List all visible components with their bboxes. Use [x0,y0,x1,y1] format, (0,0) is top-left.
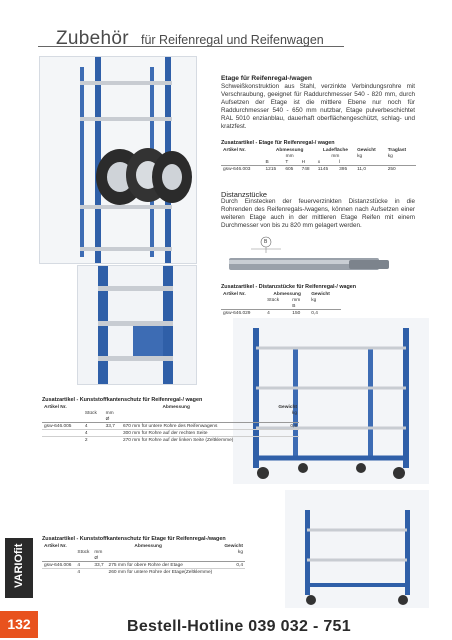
etage-heading: Etage für Reifenregal-/wagen [221,75,312,82]
table-unit-row: Stück mm kg [267,297,317,303]
table-unit-row: mm mm kg kg [285,153,393,159]
distanz-heading: Distanzstücke [221,190,268,199]
table-unit-row: Stück mm kg [84,410,297,416]
table-dim-row: Ø [94,555,99,561]
kunststoff1-table [42,404,299,443]
table-dim-row: B [292,303,296,309]
table-unit-row: Stück mm kg [77,549,243,555]
order-hotline: Bestell-Hotline 039 032 - 751 [127,618,351,635]
page-subtitle: für Reifenregal und Reifenwagen [141,33,324,47]
rack-closeup-illustration [78,266,197,385]
etage-table [221,147,416,172]
table-dim-row: Ø [105,416,110,422]
image-rack-closeup [77,265,197,385]
kunststoff2-table-title: Zusatzartikel - Kunststoffkantenschutz für Etage für Reifenregal-/wagen [42,536,226,542]
cart-etage-illustration [285,490,429,608]
kunststoff2-table [42,543,245,575]
col-abmessung: Abmessung [275,147,304,153]
image-tire-cart [233,318,429,484]
distanz-description: Durch Einstecken der feuerverzinkten Distanzstücke in die Rohrenden des Reifenregals-/wagens, können nach Aufsetzen einer weiteren Etage auch in der mittleren Etage Reifen mit einem Durchmesser von bis zu 820 mm gelagert werden. [221,198,415,229]
tire-cart-illustration [233,318,429,484]
table-row: gsw-646.005 4 33,7 670 mm für untere Rohre des Reifenwagens 0,8 [44,423,297,429]
col-artikel: Artikel Nr. [223,147,246,153]
col-ladeflaeche: Ladefläche [322,147,348,153]
table-header-row: Artikel Nr. Abmessung Gewicht [44,543,243,549]
page-title: Zubehör [56,28,129,49]
table-row: 4 300 mm für Rohre auf der rechten Seite [42,430,299,437]
brand-logo [5,538,33,598]
etage-table-title: Zusatzartikel - Etage für Reifenregal-/ wagen [221,140,335,146]
distance-piece-image [221,235,419,279]
table-row: 4 260 mm für untere Rohre der Etage(Zeltklemme) [42,569,245,576]
title-rule [38,46,344,47]
image-cart-etage [285,490,429,608]
table-header-row: Artikel Nr. Abmessung Gewicht [44,404,297,410]
distanz-table-title: Zusatzartikel - Distanzstücke für Reifenregal-/ wagen [221,284,357,290]
table-dim-row: B T H x l [265,159,341,165]
distance-piece-illustration [221,235,419,279]
etage-description: Schweißkonstruktion aus Stahl, verzinkte Verbindungsrohre mit Verschraubung, geeignet für Raddurchmesser 540 - 820 mm, durch Aufsetzen der Etage ist die mittlere Ebene nur noch für Raddurchmesser 540 - 650 mm nutzbar, Etage pulverbeschichtet RAL 5010 enzianblau, dauerhaft oberflächengeschützt, schlag- und kratzfest. [221,83,415,130]
table-row: gsw-646.003 1215 605 748 1145 395 11,0 250 [221,166,416,173]
distance-callout-label: B [264,239,268,245]
kunststoff1-table-title: Zusatzartikel - Kunststoffkantenschutz für Reifenregal-/ wagen [42,397,203,403]
col-gewicht: Gewicht [357,147,376,153]
tire-rack-illustration [40,57,197,264]
table-row: gsw-646.029 4 150 0,4 [221,310,341,317]
brand-text: VARIOfit [13,543,25,589]
image-tire-rack [39,56,197,264]
page-number: 132 [0,611,38,638]
distanz-table [221,291,341,316]
table-header-row: Artikel Nr. Abmessung Gewicht [223,291,330,297]
table-row: 2 270 mm für Rohre auf der linken Seite (Zeltklemme) [42,437,299,444]
table-row: gsw-646.006 4 33,7 275 mm für obere Rohre der Etage 0,4 [44,562,243,568]
col-traglast: Traglast [387,147,407,153]
